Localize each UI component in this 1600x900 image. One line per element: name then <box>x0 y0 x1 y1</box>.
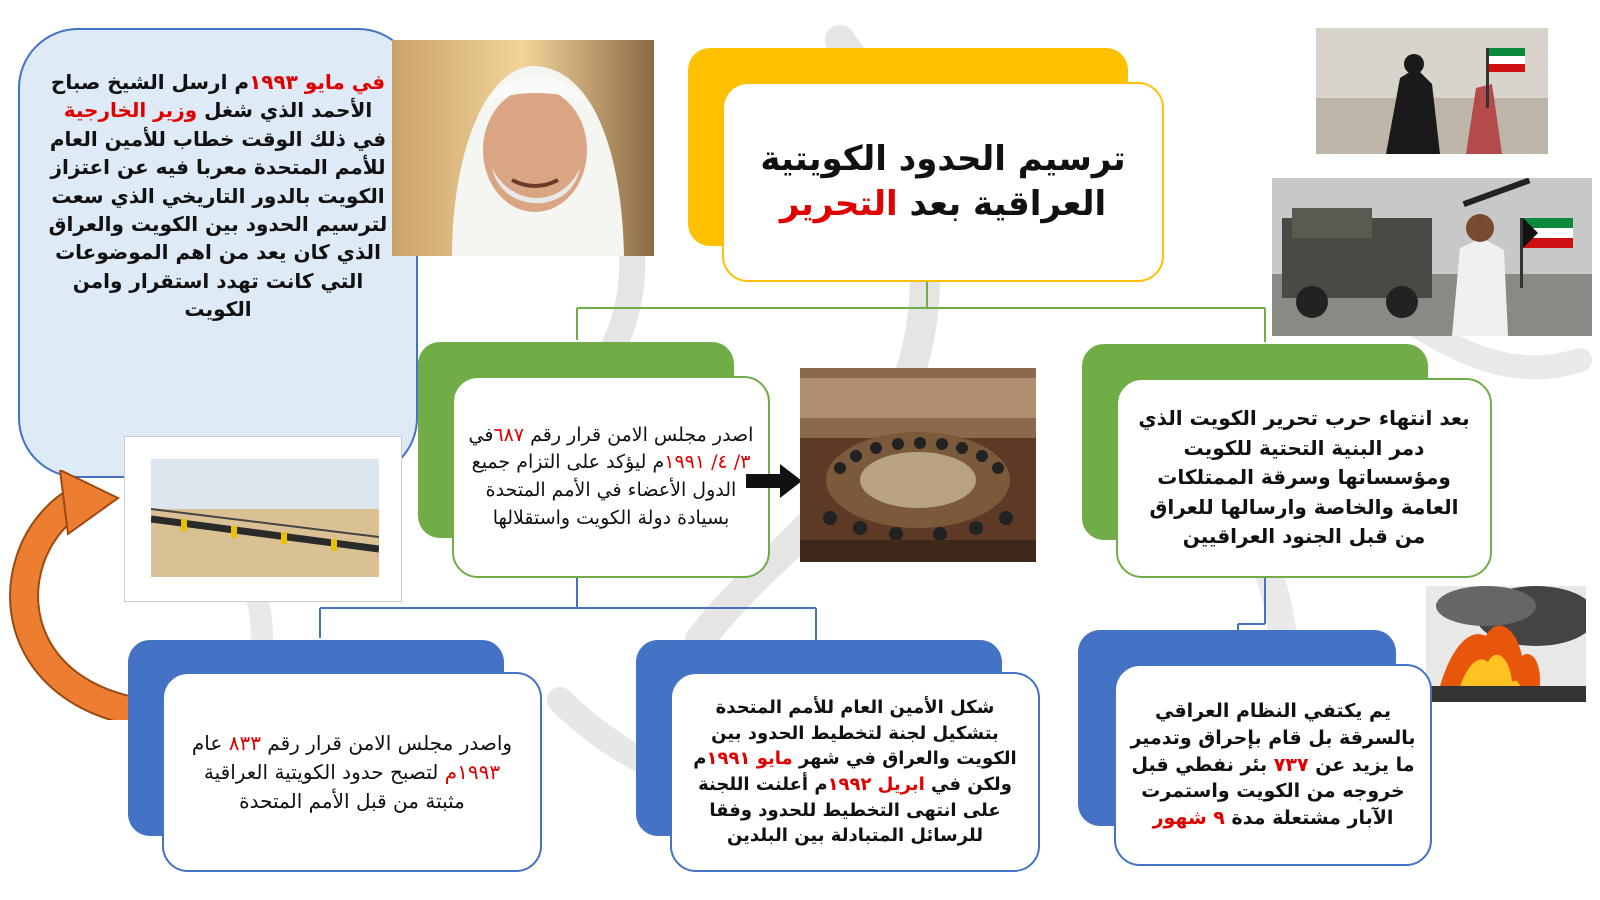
celebration-photo <box>1316 28 1548 154</box>
right-card-text: بعد انتهاء حرب تحرير الكويت الذي دمر البنية التحتية للكويت ومؤسساتها وسرقة الممتلكات العامة والخاصة وارسالها للعراق من قبل الجنود العراقيين <box>1138 406 1470 549</box>
middle-card-text: اصدر مجلس الامن قرار رقم ٦٨٧في ٣/ ٤/ ١٩٩١م ليؤكد على التزام جميع الدول الأعضاء في الأمم المتحدة بسيادة دولة الكويت واستقلالها <box>468 423 754 529</box>
title-line1: ترسيم الحدود الكويتية <box>760 139 1126 180</box>
black-arrow-icon <box>746 464 802 498</box>
title-card <box>722 82 1164 282</box>
right-card <box>1116 378 1492 578</box>
oil-fire-photo <box>1426 586 1586 702</box>
page-title <box>760 137 1125 227</box>
bottom-mid-text: شكل الأمين العام للأمم المتحدة بتشكيل لجنة لتخطيط الحدود بين الكويت والعراق في شهر مايو ١٩٩١م ولكن في ابريل ١٩٩٢م أعلنت اللجنة على انتهى التخطيط للحدود وفقا للرسائل المتبادلة بين البلدين <box>693 697 1017 847</box>
security-council-photo <box>800 368 1036 562</box>
bottom-right-card <box>1114 664 1432 866</box>
border-pipeline-photo <box>124 436 402 602</box>
orange-curved-arrow-icon <box>0 470 140 720</box>
bottom-right-text: يم يكتفي النظام العراقي بالسرقة بل قام بإحراق وتدمير ما يزيد عن ٧٣٧ بئر نفطي قبل خروجه من الكويت واستمرت الآبار مشتعلة مدة ٩ شهور <box>1130 699 1416 830</box>
middle-card <box>452 376 770 578</box>
bottom-mid-card <box>670 672 1040 872</box>
liberation-soldier-photo <box>1272 178 1592 336</box>
title-line2: العراقية بعد التحرير <box>779 184 1107 224</box>
sheikh-portrait-photo <box>392 40 654 256</box>
left-panel-text: في مايو ١٩٩٣م ارسل الشيخ صباح الأحمد الذي شغل وزير الخارجية في ذلك الوقت خطاب للأمين العام للأمم المتحدة معربا فيه عن اعتزاز الكويت بالدور التاريخي الذي سعت لترسيم الحدود بين الكويت والعراق الذي كان يعد من اهم الموضوعات التي كانت تهدد استقرار وامن الكويت <box>48 70 388 322</box>
bottom-left-text: واصدر مجلس الامن قرار رقم ٨٣٣ عام ١٩٩٣م لتصبح حدود الكويتية العراقية مثبتة من قبل الأمم المتحدة <box>191 730 513 813</box>
title-highlight: التحرير <box>779 184 898 224</box>
bottom-left-card <box>162 672 542 872</box>
left-info-panel <box>18 28 418 478</box>
